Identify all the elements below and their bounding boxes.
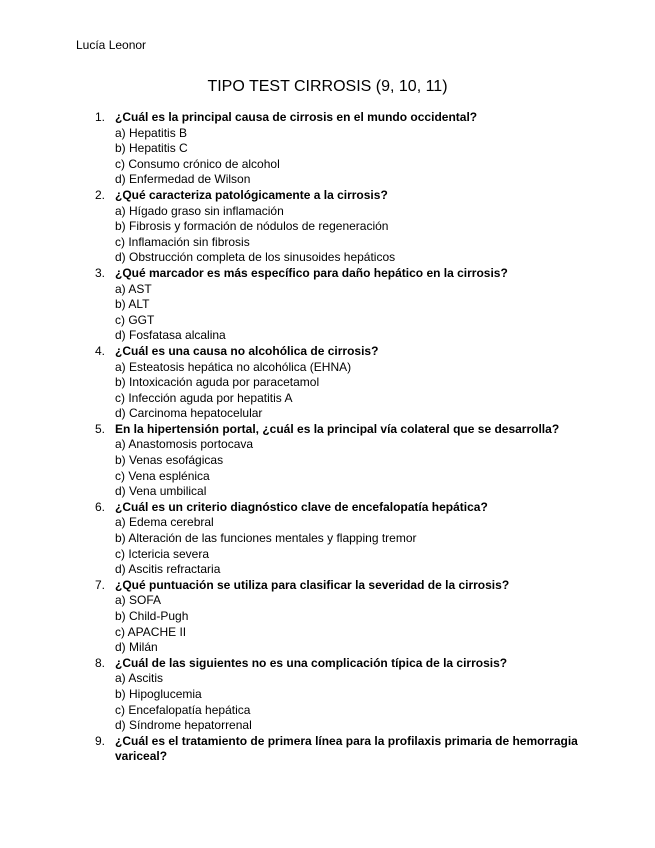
question-list	[0, 110, 655, 765]
answer-option: a) Anastomosis portocava	[115, 437, 254, 452]
answer-option: b) ALT	[115, 297, 150, 312]
question-number: 5.	[95, 421, 106, 436]
answer-option: a) Hepatitis B	[115, 125, 188, 140]
option-list	[0, 282, 655, 344]
answer-option: d) Ascitis refractaria	[115, 562, 221, 577]
answer-option: a) Ascitis	[115, 671, 164, 686]
answer-option: c) Inflamación sin fibrosis	[115, 234, 250, 249]
answer-option: c) GGT	[115, 312, 155, 327]
answer-option: b) Hipoglucemia	[115, 686, 202, 701]
question-number: 4.	[95, 343, 106, 358]
question-text: ¿Cuál es una causa no alcohólica de cirrosis?	[115, 343, 379, 358]
answer-option: c) Ictericia severa	[115, 546, 210, 561]
question-number: 3.	[95, 265, 106, 280]
answer-option: a) Esteatosis hepática no alcohólica (EHNA)	[115, 359, 352, 374]
answer-option: d) Fosfatasa alcalina	[115, 328, 226, 343]
answer-option: d) Carcinoma hepatocelular	[115, 406, 263, 421]
answer-option: c) Vena esplénica	[115, 468, 210, 483]
answer-option: b) Venas esofágicas	[115, 453, 224, 468]
question-item	[0, 578, 655, 656]
question-item	[0, 734, 655, 765]
answer-option: b) Fibrosis y formación de nódulos de regeneración	[115, 219, 389, 234]
question-text: ¿Qué puntuación se utiliza para clasificar la severidad de la cirrosis?	[115, 577, 510, 592]
question-number: 7.	[95, 577, 106, 592]
question-number: 9.	[95, 733, 106, 748]
option-list	[0, 671, 655, 733]
option-list	[0, 593, 655, 655]
answer-option: a) AST	[115, 281, 152, 296]
answer-option: b) Hepatitis C	[115, 141, 188, 156]
question-text: ¿Qué marcador es más específico para daño hepático en la cirrosis?	[115, 265, 508, 280]
author-name: Lucía Leonor	[76, 38, 147, 52]
question-text: ¿Cuál es el tratamiento de primera línea para la profilaxis primaria de hemorragia variceal?	[115, 733, 578, 764]
answer-option: c) APACHE II	[115, 624, 187, 639]
option-list	[0, 437, 655, 499]
question-text: ¿Qué caracteriza patológicamente a la cirrosis?	[115, 187, 388, 202]
question-text: ¿Cuál es un criterio diagnóstico clave de encefalopatía hepática?	[115, 499, 488, 514]
page-title: TIPO TEST CIRROSIS (9, 10, 11)	[207, 78, 448, 95]
option-list	[0, 515, 655, 577]
answer-option: a) Edema cerebral	[115, 515, 214, 530]
question-item	[0, 188, 655, 266]
answer-option: c) Infección aguda por hepatitis A	[115, 390, 293, 405]
answer-option: b) Child-Pugh	[115, 609, 189, 623]
answer-option: d) Síndrome hepatorrenal	[115, 718, 252, 733]
option-list	[0, 204, 655, 266]
question-text: ¿Cuál de las siguientes no es una complicación típica de la cirrosis?	[115, 655, 508, 670]
question-item	[0, 656, 655, 734]
question-number: 8.	[95, 655, 106, 670]
question-item	[0, 266, 655, 344]
answer-option: d) Obstrucción completa de los sinusoides hepáticos	[115, 250, 396, 265]
question-item	[0, 500, 655, 578]
question-number: 2.	[95, 187, 106, 202]
answer-option: a) SOFA	[115, 593, 162, 608]
option-list	[0, 360, 655, 422]
answer-option: d) Enfermedad de Wilson	[115, 172, 251, 187]
question-text: En la hipertensión portal, ¿cuál es la principal vía colateral que se desarrolla?	[115, 421, 560, 436]
question-item	[0, 110, 655, 188]
answer-option: d) Vena umbilical	[115, 484, 207, 499]
answer-option: b) Intoxicación aguda por paracetamol	[115, 375, 320, 390]
answer-option: c) Consumo crónico de alcohol	[115, 156, 280, 171]
question-text: ¿Cuál es la principal causa de cirrosis en el mundo occidental?	[115, 110, 478, 124]
question-number: 1.	[95, 110, 106, 124]
question-item	[0, 422, 655, 500]
answer-option: b) Alteración de las funciones mentales y flapping tremor	[115, 531, 417, 546]
answer-option: c) Encefalopatía hepática	[115, 702, 251, 717]
question-number: 6.	[95, 499, 106, 514]
answer-option: d) Milán	[115, 640, 158, 655]
question-item	[0, 344, 655, 422]
answer-option: a) Hígado graso sin inflamación	[115, 203, 284, 218]
option-list	[0, 126, 655, 188]
